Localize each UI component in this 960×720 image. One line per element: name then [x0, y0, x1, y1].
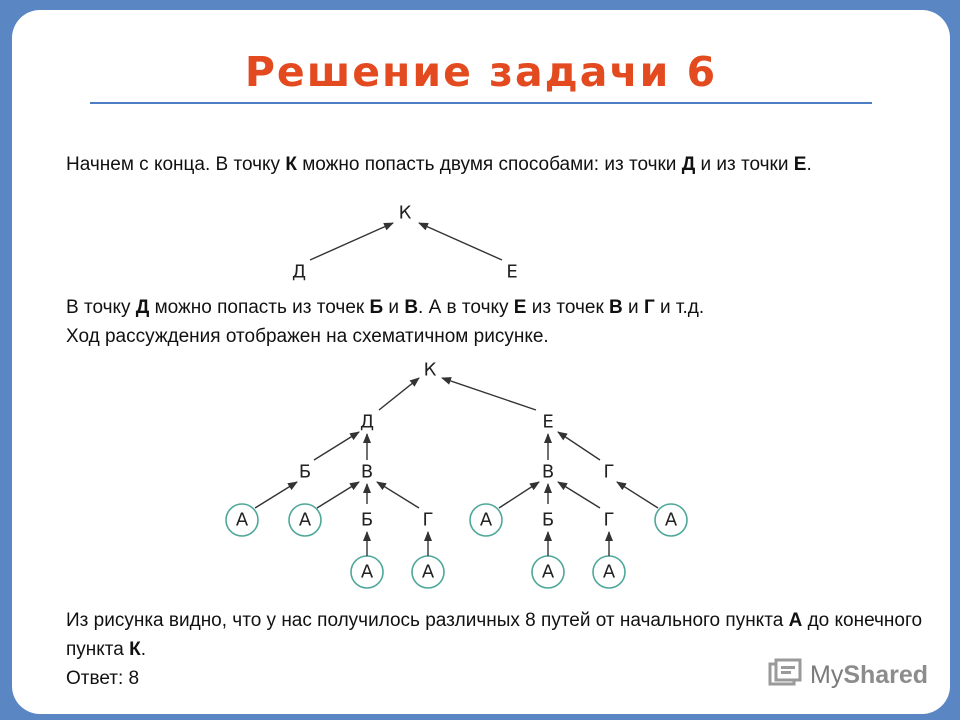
node-label: А	[421, 561, 435, 583]
node-label: А	[664, 509, 678, 531]
text: из точек	[526, 297, 610, 318]
bold-point: Е	[793, 154, 807, 175]
node-label: Г	[422, 509, 434, 531]
bold-point: В	[609, 297, 623, 318]
arrow	[314, 432, 359, 460]
text: и из точки	[695, 154, 794, 175]
bold-point: А	[788, 610, 803, 631]
arrow	[499, 482, 539, 508]
node-label: А	[541, 561, 555, 583]
text: и т.д.	[654, 297, 705, 318]
node-label: Б	[541, 509, 555, 531]
bold-point: К	[129, 639, 141, 660]
node-label: Г	[603, 461, 615, 483]
bold-point: К	[285, 154, 297, 175]
arrow	[377, 482, 419, 508]
logo-prefix: My	[810, 660, 844, 689]
arrow	[379, 378, 419, 410]
bold-point: Д	[135, 297, 150, 318]
node-label: Б	[298, 461, 312, 483]
myshared-logo	[768, 658, 928, 692]
node-label: А	[360, 561, 374, 583]
logo-brand: Shared	[843, 660, 929, 689]
node-label: А	[602, 561, 616, 583]
bold-point: Г	[643, 297, 655, 318]
logo-text	[810, 661, 928, 690]
small-diagram	[292, 203, 518, 283]
arrow	[617, 482, 658, 508]
node-label: А	[298, 509, 312, 531]
text: .	[140, 639, 147, 660]
arrow	[310, 223, 393, 260]
slide	[12, 10, 950, 714]
text: В точку	[66, 297, 136, 318]
node-label: Б	[360, 509, 374, 531]
arrow	[558, 432, 600, 460]
node-label: Д	[291, 261, 307, 283]
arrow	[317, 482, 359, 508]
text: . А в точку	[418, 297, 514, 318]
arrow	[419, 223, 502, 260]
arrow	[255, 482, 297, 508]
node-label: А	[479, 509, 493, 531]
node-label: А	[235, 509, 249, 531]
text: .	[806, 154, 812, 175]
text: можно попасть из точек	[149, 297, 370, 318]
text: можно попасть двумя способами: из точки	[296, 154, 682, 175]
bold-point: Е	[513, 297, 527, 318]
node-label: Г	[603, 509, 615, 531]
bold-point: Д	[681, 154, 696, 175]
answer-text: Ответ: 8	[66, 668, 140, 689]
text: до конечного пункта	[66, 610, 923, 660]
tree-diagram	[226, 360, 687, 589]
text: и	[622, 297, 644, 318]
diagrams	[12, 10, 950, 714]
node-label: Е	[506, 261, 518, 283]
arrow	[558, 482, 600, 508]
node-label: Д	[359, 411, 375, 433]
bold-point: Б	[369, 297, 384, 318]
text: Из рисунка видно, что у нас получилось различных 8 путей от начального пункта	[66, 610, 789, 631]
page-title: Решение задачи 6	[244, 48, 718, 96]
text: Ход рассуждения отображен на схематичном рисунке.	[66, 326, 549, 347]
node-label: В	[541, 461, 555, 483]
arrow	[442, 378, 536, 410]
bold-point: В	[404, 297, 419, 318]
text: и	[383, 297, 405, 318]
presentation-icon	[768, 658, 802, 692]
node-label: К	[398, 202, 412, 224]
node-label: К	[423, 359, 437, 381]
node-label: Е	[542, 411, 554, 433]
text: Начнем с конца. В точку	[66, 154, 286, 175]
node-label: В	[360, 461, 374, 483]
